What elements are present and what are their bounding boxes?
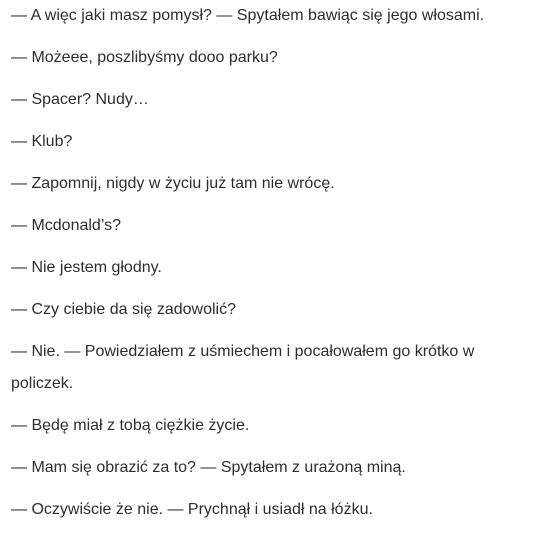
story-text bbox=[11, 0, 537, 526]
dialogue-paragraph: — Spacer? Nudy… bbox=[11, 91, 149, 108]
dialogue-paragraph: — Nie. — Powiedziałem z uśmiechem i pocałowałem go krótko w policzek. bbox=[11, 343, 475, 392]
dialogue-paragraph: — Czy ciebie da się zadowolić? bbox=[11, 301, 236, 318]
dialogue-paragraph: — Oczywiście że nie. — Prychnął i usiadł na łóżku. bbox=[11, 501, 373, 518]
dialogue-paragraph: — Nie jestem głodny. bbox=[11, 259, 162, 276]
dialogue-paragraph: — Możeee, poszlibyśmy dooo parku? bbox=[11, 49, 278, 66]
dialogue-paragraph: — Będę miał z tobą ciężkie życie. bbox=[11, 417, 250, 434]
dialogue-paragraph: — A więc jaki masz pomysł? — Spytałem bawiąc się jego włosami. bbox=[11, 7, 485, 24]
dialogue-paragraph: — Zapomnij, nigdy w życiu już tam nie wrócę. bbox=[11, 175, 335, 192]
dialogue-paragraph: — Mcdonald’s? bbox=[11, 217, 121, 234]
dialogue-paragraph: — Klub? bbox=[11, 133, 73, 150]
dialogue-paragraph: — Mam się obrazić za to? — Spytałem z urażoną miną. bbox=[11, 459, 406, 476]
